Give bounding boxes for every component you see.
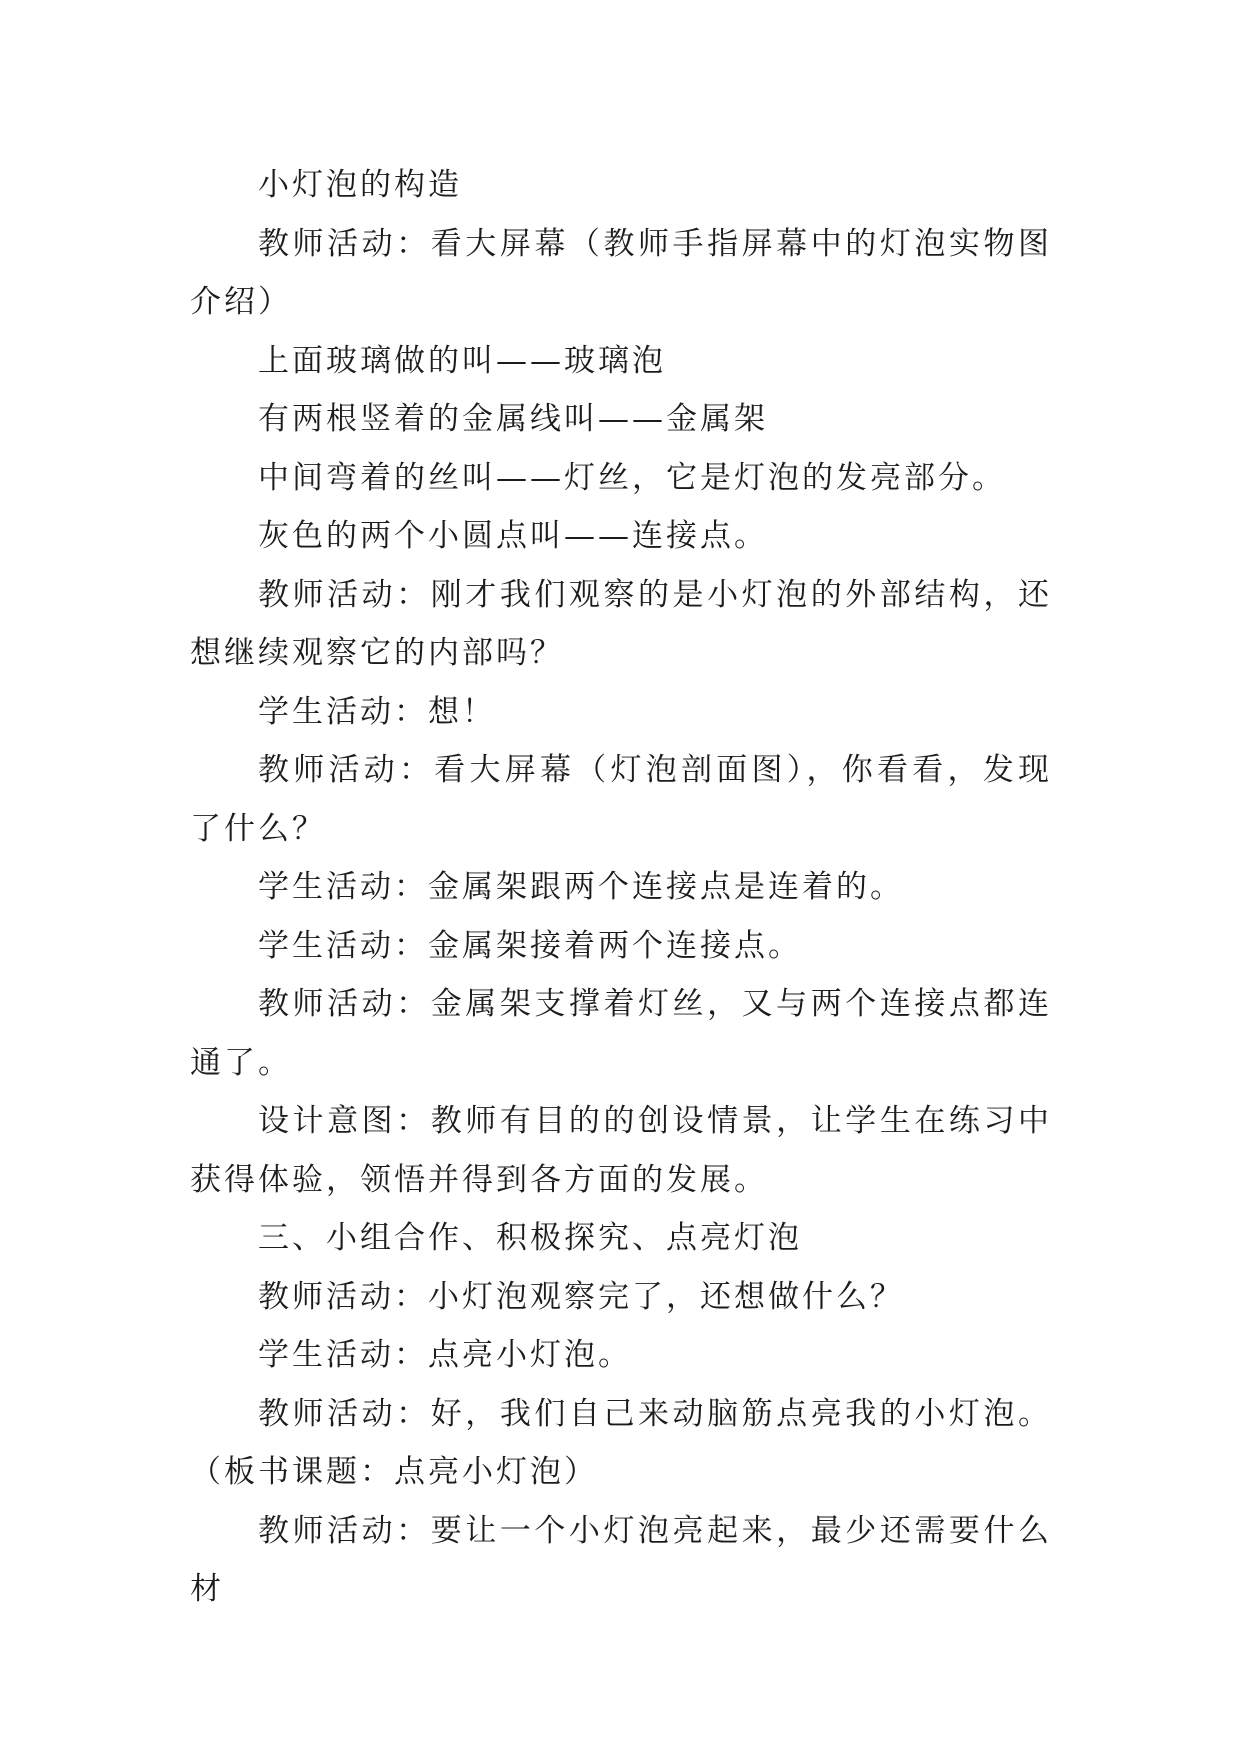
paragraph: 教师活动：金属架支撑着灯丝，又与两个连接点都连通了。 [190, 986, 1052, 1081]
paragraph: 灰色的两个小圆点叫——连接点。 [258, 518, 768, 554]
paragraph: 学生活动：想！ [258, 693, 496, 730]
paragraph: 学生活动：点亮小灯泡。 [258, 1337, 632, 1373]
paragraph: 教师活动：刚才我们观察的是小灯泡的外部结构，还想继续观察它的内部吗？ [190, 576, 1052, 671]
paragraph: 有两根竖着的金属线叫——金属架 [258, 401, 768, 437]
paragraph: 学生活动：金属架接着两个连接点。 [258, 927, 802, 964]
paragraph: 上面玻璃做的叫——玻璃泡 [258, 342, 666, 379]
paragraph: 教师活动：小灯泡观察完了，还想做什么？ [258, 1278, 904, 1315]
paragraph: 学生活动：金属架跟两个连接点是连着的。 [258, 869, 904, 905]
paragraph: 教师活动：好，我们自己来动脑筋点亮我的小灯泡。（板书课题：点亮小灯泡） [190, 1395, 1052, 1490]
paragraph: 教师活动：看大屏幕（教师手指屏幕中的灯泡实物图介绍） [190, 225, 1052, 320]
paragraph: 设计意图：教师有目的的创设情景，让学生在练习中获得体验，领悟并得到各方面的发展。 [190, 1103, 1052, 1198]
section-heading: 三、小组合作、积极探究、点亮灯泡 [258, 1220, 802, 1256]
paragraph: 教师活动：要让一个小灯泡亮起来，最少还需要什么材 [190, 1512, 1052, 1607]
paragraph: 中间弯着的丝叫——灯丝，它是灯泡的发亮部分。 [258, 459, 1006, 496]
paragraph: 教师活动：看大屏幕（灯泡剖面图），你看看，发现了什么？ [190, 752, 1052, 847]
document-body [190, 156, 1052, 1619]
paragraph-heading-bulb-structure: 小灯泡的构造 [258, 167, 462, 203]
